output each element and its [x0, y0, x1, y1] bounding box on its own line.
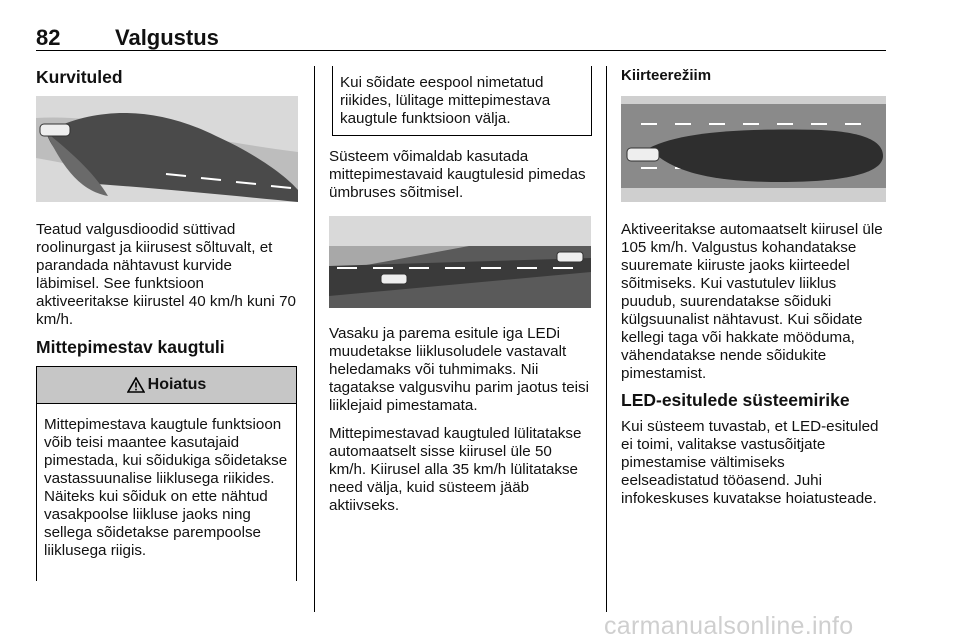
heading-led-fault: LED-esitulede süsteemirike: [621, 390, 850, 410]
page-number: 82: [36, 25, 61, 50]
glare-free-illustration: [329, 216, 591, 308]
column-divider-right: [606, 66, 607, 612]
paragraph-auto-switch: Mittepimestavad kaugtuled lülitatakse automaatselt sisse kiirusel üle 50 km/h. Kiirusel alla 35 km/h lülitatakse need välja, kuid süsteem jääb aktiivseks.: [329, 425, 582, 514]
note-box: Kui sõidate eespool nimetatud riikides, lülitage mittepimestava kaugtule funktsioon välja.: [332, 66, 592, 136]
watermark: carmanualsonline.info: [604, 612, 854, 640]
paragraph-highway-mode: Aktiveeritakse automaatselt kiirusel üle 105 km/h. Valgustus kohandatakse suuremate kiiruste jaoks kiirteedel sõitmiseks. Kui vastutulev liiklus puudub, suurendatakse sõiduki külgsuunalist nähtavust. Kui sõidate kellegi taga või hakkate mööduma, vähendatakse nende sõidukite pimestamist.: [621, 221, 883, 382]
curve-light-illustration: [36, 96, 298, 202]
warning-text: Mittepimestava kaugtule funktsioon võib teisi maantee kasutajaid pimestada, kui sõidukiga sõidetakse vastassuunalise liiklusega riikides. Näiteks kui sõiduk on ette nähtud vasakpoolse liikluse jaoks ning sellega sõidetakse parempoolse liiklusega riigis.: [44, 416, 288, 559]
heading-low-beam: Mittepimestav kaugtuli: [36, 337, 225, 357]
warning-title: Hoiatus: [147, 376, 207, 393]
heading-highway-mode: Kiirteerežiim: [621, 67, 712, 84]
warning-triangle-icon: [127, 377, 145, 393]
highway-mode-illustration: [621, 96, 886, 202]
header-rule: [36, 50, 886, 51]
warning-box: [36, 366, 297, 581]
heading-curve-lights: Kurvituled: [36, 67, 123, 87]
paragraph-curve-lights: Teatud valgusdioodid süttivad roolinurgast ja kiirusest sõltuvalt, et parandada nähtavust kurvide läbimisel. See funktsioon aktiveeritakse kiirustel 40 km/h kuni 70 km/h.: [36, 221, 296, 328]
paragraph-glare-free-system: Süsteem võimaldab kasutada mittepimestavaid kaugtulesid pimedas ümbruses sõitmisel.: [329, 148, 586, 201]
column-divider-left: [314, 66, 315, 612]
chapter-title: Valgustus: [115, 25, 219, 50]
warning-header: [37, 367, 296, 404]
paragraph-led-adjustment: Vasaku ja parema esitule iga LEDi muudetakse liiklusoludele vastavalt heledamaks või tuhmimaks. Nii tagatakse valgusvihu parim jaotus teisi liiklejaid pimestamata.: [329, 325, 590, 414]
paragraph-led-fault: Kui süsteem tuvastab, et LED-esituled ei toimi, valitakse vastusõitjate pimestamise vältimiseks eelseadistatud tööasend. Juhi infokeskuses kuvatakse hoiatusteade.: [621, 418, 879, 507]
